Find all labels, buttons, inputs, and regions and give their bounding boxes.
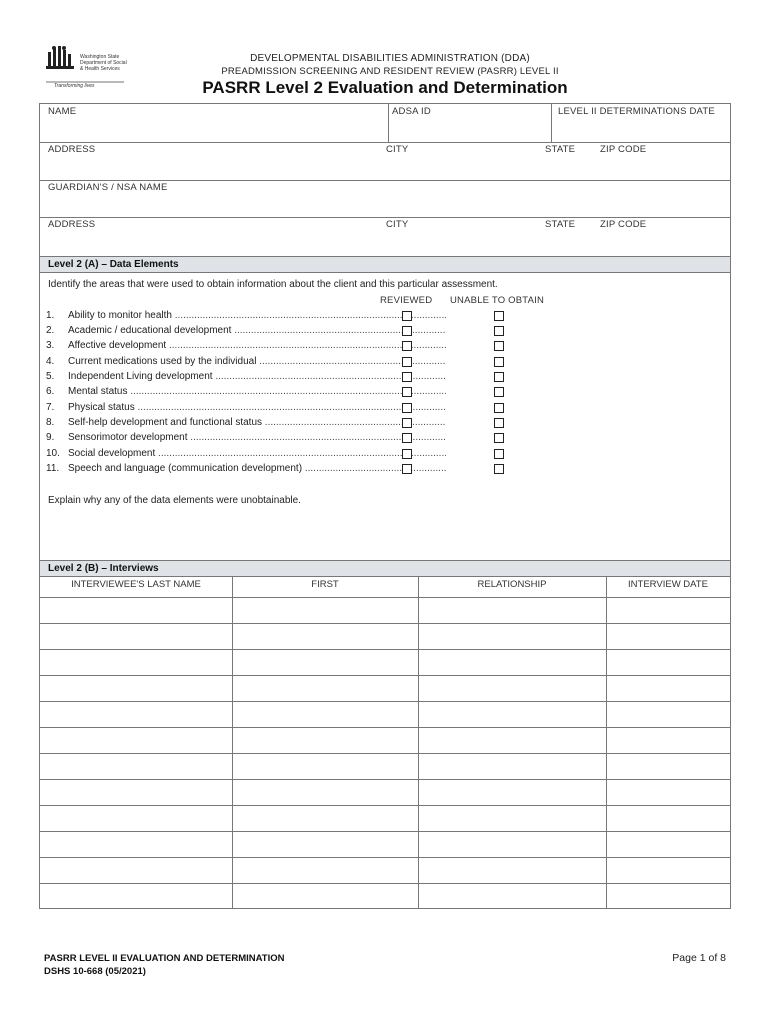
section-a-header bbox=[40, 256, 730, 273]
column-divider bbox=[232, 577, 233, 908]
level2-date-label: LEVEL II DETERMINATIONS DATE bbox=[558, 106, 715, 117]
logo-text-line: Department of Social bbox=[80, 60, 127, 66]
unable-checkbox[interactable] bbox=[494, 403, 504, 413]
section-a-title: Level 2 (A) – Data Elements bbox=[48, 259, 179, 270]
col-header-interview-date: INTERVIEW DATE bbox=[628, 579, 708, 590]
table-row[interactable] bbox=[40, 597, 730, 598]
reviewed-checkbox[interactable] bbox=[402, 433, 412, 443]
column-divider bbox=[418, 577, 419, 908]
column-divider bbox=[606, 577, 607, 908]
footer-form-number: DSHS 10-668 (05/2021) bbox=[44, 966, 146, 977]
divider bbox=[388, 104, 389, 142]
data-element-item: 4. Current medications used by the individual ..... bbox=[46, 356, 446, 370]
interview-table bbox=[40, 577, 730, 908]
data-element-item: 1. Ability to monitor health ..... bbox=[46, 310, 446, 324]
divider bbox=[40, 142, 730, 143]
table-row[interactable] bbox=[40, 675, 730, 676]
data-element-item: 5. Independent Living development ..... bbox=[46, 371, 446, 385]
reviewed-column-header: REVIEWED bbox=[380, 295, 433, 306]
unable-column-header: UNABLE TO OBTAIN bbox=[450, 295, 545, 306]
unable-checkbox[interactable] bbox=[494, 341, 504, 351]
section-a-instruction: Identify the areas that were used to obtain information about the client and this particular assessment. bbox=[48, 279, 498, 290]
unable-checkbox[interactable] bbox=[494, 357, 504, 367]
reviewed-checkbox[interactable] bbox=[402, 326, 412, 336]
dshs-logo bbox=[44, 44, 128, 92]
table-row[interactable] bbox=[40, 857, 730, 858]
logo-tagline: Transforming lives bbox=[54, 83, 95, 89]
reviewed-checkbox[interactable] bbox=[402, 387, 412, 397]
col-header-first: FIRST bbox=[311, 579, 339, 590]
reviewed-checkbox[interactable] bbox=[402, 311, 412, 321]
reviewed-checkbox[interactable] bbox=[402, 464, 412, 474]
data-element-item: 9. Sensorimotor development ..... bbox=[46, 432, 446, 446]
data-element-item: 10. Social development ..... bbox=[46, 448, 446, 462]
logo-text-line: & Health Services bbox=[80, 66, 120, 72]
divider bbox=[40, 180, 730, 181]
guardian-state-label: STATE bbox=[545, 219, 576, 230]
section-b-title: Level 2 (B) – Interviews bbox=[48, 563, 159, 574]
table-row[interactable] bbox=[40, 779, 730, 780]
table-row[interactable] bbox=[40, 623, 730, 624]
data-element-item: 11. Speech and language (communication development) ..... bbox=[46, 463, 446, 477]
guardian-city-label: CITY bbox=[386, 219, 409, 230]
unable-checkbox[interactable] bbox=[494, 418, 504, 428]
agency-line: DEVELOPMENTAL DISABILITIES ADMINISTRATION (DDA) bbox=[250, 53, 530, 64]
explain-prompt: Explain why any of the data elements were unobtainable. bbox=[48, 495, 301, 506]
unable-checkbox[interactable] bbox=[494, 326, 504, 336]
table-row[interactable] bbox=[40, 805, 730, 806]
reviewed-checkbox[interactable] bbox=[402, 357, 412, 367]
city-label: CITY bbox=[386, 144, 409, 155]
unable-checkbox[interactable] bbox=[494, 449, 504, 459]
reviewed-checkbox[interactable] bbox=[402, 403, 412, 413]
footer-form-info bbox=[44, 952, 285, 978]
logo-text-line: Washington State bbox=[80, 54, 120, 60]
reviewed-checkbox[interactable] bbox=[402, 449, 412, 459]
unable-checkbox[interactable] bbox=[494, 372, 504, 382]
reviewed-checkbox[interactable] bbox=[402, 372, 412, 382]
page-number: Page 1 of 8 bbox=[672, 952, 726, 964]
table-row[interactable] bbox=[40, 753, 730, 754]
section-b-header bbox=[40, 560, 730, 577]
table-row[interactable] bbox=[40, 883, 730, 884]
unable-checkbox[interactable] bbox=[494, 433, 504, 443]
unable-checkbox[interactable] bbox=[494, 387, 504, 397]
reviewed-checkbox[interactable] bbox=[402, 418, 412, 428]
guardian-zip-label: ZIP CODE bbox=[600, 219, 647, 230]
reviewed-checkbox[interactable] bbox=[402, 341, 412, 351]
form-body bbox=[39, 103, 731, 909]
data-element-item: 2. Academic / educational development ..... bbox=[46, 325, 446, 339]
table-row[interactable] bbox=[40, 831, 730, 832]
guardian-label: GUARDIAN'S / NSA NAME bbox=[48, 182, 168, 193]
name-label: NAME bbox=[48, 106, 77, 117]
table-row[interactable] bbox=[40, 649, 730, 650]
data-element-item: 7. Physical status ..... bbox=[46, 402, 446, 416]
adsa-id-label: ADSA ID bbox=[392, 106, 431, 117]
divider bbox=[551, 104, 552, 142]
table-row[interactable] bbox=[40, 727, 730, 728]
address-label: ADDRESS bbox=[48, 144, 96, 155]
data-element-item: 8. Self-help development and functional status ..... bbox=[46, 417, 446, 431]
divider bbox=[40, 217, 730, 218]
guardian-address-label: ADDRESS bbox=[48, 219, 96, 230]
data-element-item: 3. Affective development ..... bbox=[46, 340, 446, 354]
footer-form-title: PASRR LEVEL II EVALUATION AND DETERMINATION bbox=[44, 953, 285, 964]
page-title: PASRR Level 2 Evaluation and Determination bbox=[202, 78, 568, 97]
unable-checkbox[interactable] bbox=[494, 311, 504, 321]
program-line: PREADMISSION SCREENING AND RESIDENT REVIEW (PASRR) LEVEL II bbox=[221, 66, 559, 77]
table-row[interactable] bbox=[40, 701, 730, 702]
zip-label: ZIP CODE bbox=[600, 144, 647, 155]
state-label: STATE bbox=[545, 144, 576, 155]
data-element-item: 6. Mental status ..... bbox=[46, 386, 446, 400]
col-header-last-name: INTERVIEWEE'S LAST NAME bbox=[71, 579, 201, 590]
unable-checkbox[interactable] bbox=[494, 464, 504, 474]
col-header-relationship: RELATIONSHIP bbox=[477, 579, 547, 590]
